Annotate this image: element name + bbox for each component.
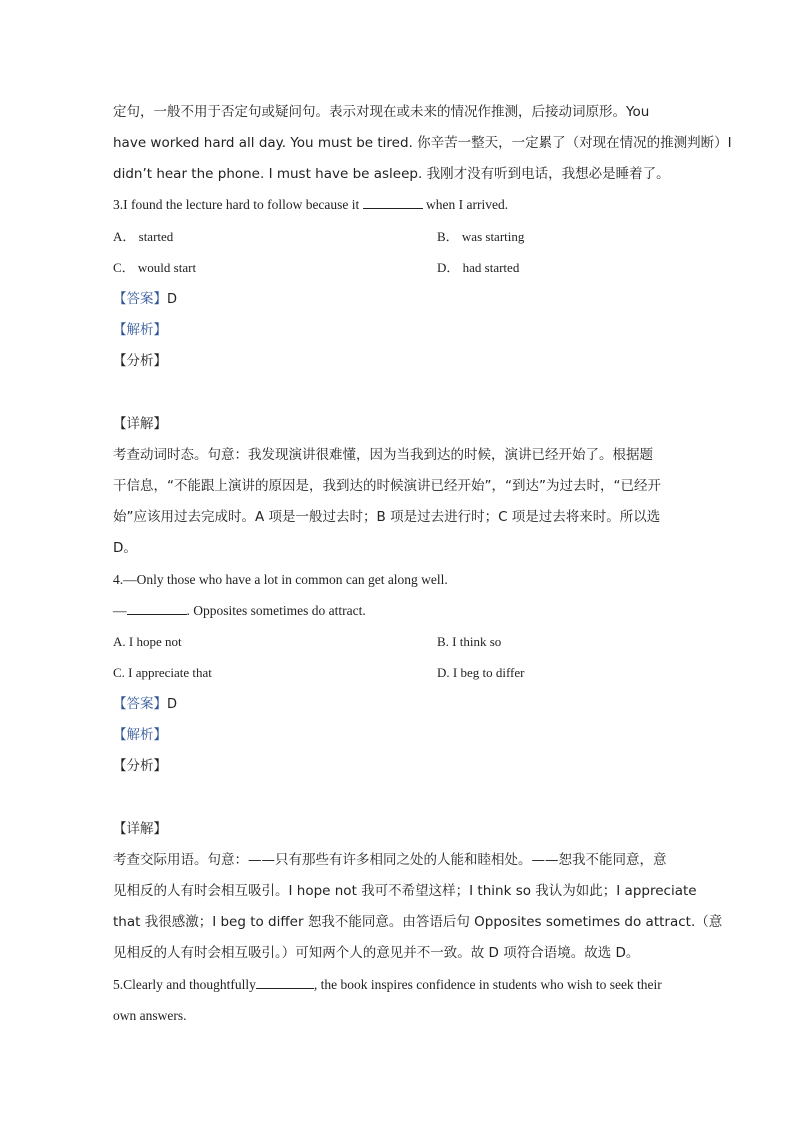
q4-answer-tag: 【答案】	[113, 696, 167, 712]
q4-answer-value: D	[167, 697, 178, 712]
q3-analysis-tag: 【解析】	[113, 322, 167, 338]
prev-explanation-line-1: 定句，一般不用于否定句或疑问句。表示对现在或未来的情况作推测，后接动词原形。You	[113, 104, 650, 120]
q4-detail-line-3: that 我很感激；I beg to differ 恕我不能同意。由答语后句 Opposites sometimes do attract.（意	[113, 914, 723, 930]
q3-option-b: B． was starting	[437, 229, 525, 244]
q4-detail-line-1: 考查交际用语。句意：——只有那些有许多相同之处的人能和睦相处。——恕我不能同意，意	[113, 852, 667, 868]
q3-option-d: D． had started	[437, 260, 520, 275]
q4-option-c: C. I appreciate that	[113, 665, 212, 680]
q3-stem-after: when I arrived.	[426, 197, 509, 212]
q3-option-c: C． would start	[113, 260, 197, 275]
q5-stem-2: own answers.	[113, 1008, 187, 1023]
q4-answer	[113, 694, 177, 715]
q5-blank	[256, 975, 314, 989]
q4-detail-line-4: 见相反的人有时会相互吸引。）可知两个人的意见并不一致。故 D 项符合语境。故选 D。	[113, 945, 640, 961]
q4-fenxi-tag: 【分析】	[113, 758, 167, 774]
q3-detail-line-2: 干信息，“不能跟上演讲的原因是，我到达的时候演讲已经开始”，“到达”为过去时，“已经开	[113, 478, 661, 494]
q3-blank	[363, 195, 423, 209]
q3-stem	[113, 195, 508, 215]
prev-explanation-line-3: didn’t hear the phone. I must have be asleep. 我刚才没有听到电话，我想必是睡着了。	[113, 166, 670, 182]
q3-answer-value: D	[167, 292, 178, 307]
q4-stem-2: — . Opposites sometimes do attract.	[113, 603, 366, 618]
q4-detail-tag: 【详解】	[113, 821, 167, 837]
q3-detail-line-4: D。	[113, 540, 137, 556]
q3-option-a: A． started	[113, 229, 174, 244]
q4-stem-1: 4.—Only those who have a lot in common can get along well.	[113, 572, 448, 587]
q4-analysis-tag: 【解析】	[113, 727, 167, 743]
q4-option-b: B. I think so	[437, 634, 502, 649]
q5-stem-1: 5.Clearly and thoughtfully , the book inspires confidence in students who wish to seek their	[113, 977, 662, 992]
q4-option-a: A. I hope not	[113, 634, 182, 649]
q4-blank	[127, 601, 187, 615]
prev-explanation-line-2: have worked hard all day. You must be tired. 你辛苦一整天，一定累了（对现在情况的推测判断）I	[113, 135, 732, 151]
q4-option-d: D. I beg to differ	[437, 665, 525, 680]
q3-answer-tag: 【答案】	[113, 291, 167, 307]
q3-detail-line-1: 考查动词时态。句意：我发现演讲很难懂，因为当我到达的时候，演讲已经开始了。根据题	[113, 447, 653, 463]
q3-fenxi-tag: 【分析】	[113, 353, 167, 369]
q3-stem-before: 3.I found the lecture hard to follow because it	[113, 197, 360, 212]
q3-answer	[113, 289, 177, 310]
q3-detail-tag: 【详解】	[113, 416, 167, 432]
q4-detail-line-2: 见相反的人有时会相互吸引。I hope not 我可不希望这样；I think so 我认为如此；I appreciate	[113, 883, 697, 899]
q3-detail-line-3: 始”应该用过去完成时。A 项是一般过去时；B 项是过去进行时；C 项是过去将来时。所以选	[113, 509, 661, 525]
